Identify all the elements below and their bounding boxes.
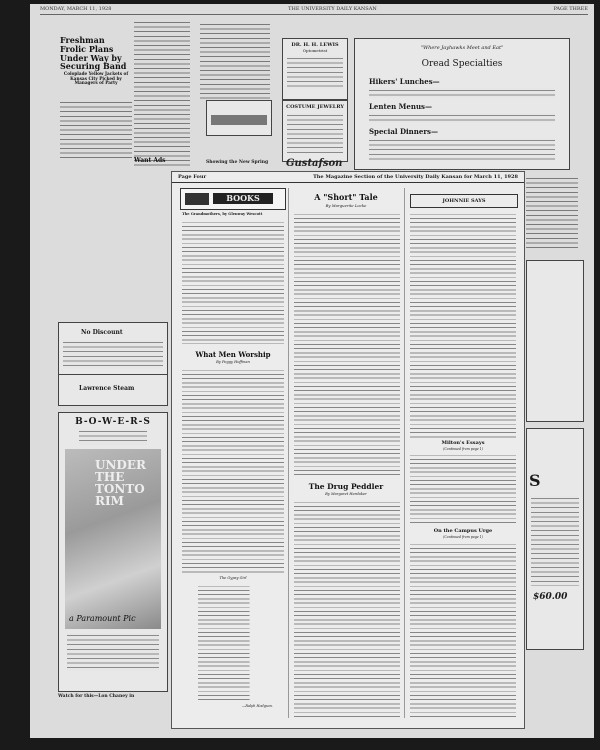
johnnie-says-box (410, 194, 518, 208)
oread-tagline: "Where Jayhawks Meet and Eat" (420, 45, 504, 51)
drug-peddler-text (294, 500, 400, 718)
drug-peddler-title: The Drug Peddler (308, 482, 384, 491)
poem-author: —Ralph Hodgson. (242, 704, 273, 708)
jewelry-text (287, 113, 343, 153)
back-column-2 (134, 20, 190, 168)
milton-title: Milton's Essays (441, 440, 485, 446)
men-worship-title: What Men Worship (195, 350, 271, 359)
magazine-header-text: The Magazine Section of the University Daily Kansan for March 11, 1928 (313, 174, 518, 180)
milton-continued: (Continued from page 1) (443, 447, 483, 451)
want-ads: Want Ads (134, 157, 166, 164)
milton-text (410, 453, 516, 525)
johnnie-says-text (410, 212, 516, 438)
bowers-title: B-O-W-E-R-S (75, 417, 151, 427)
drug-peddler-author: By Margaret Hardaker (325, 492, 367, 496)
gustafson-logo: Gustafson (286, 158, 343, 169)
costume-jewelry: COSTUME JEWELRY (286, 104, 344, 110)
special-dinners: Special Dinners— (369, 127, 438, 136)
men-worship-text (182, 368, 284, 574)
paramount-label: a Paramount Pic (69, 614, 136, 623)
back-page-number: PAGE THREE (553, 6, 588, 12)
right-column-text (526, 176, 578, 248)
campus-text (410, 542, 516, 718)
optometrist-name: DR. H. H. LEWIS (291, 42, 339, 48)
magazine-header (172, 174, 524, 183)
optometrist-text (287, 56, 343, 90)
books-banner (180, 188, 286, 210)
price-label: $60.00 (533, 592, 568, 602)
hikers-text (369, 88, 555, 98)
no-discount-text (63, 340, 163, 368)
right-ad-letter: S (529, 471, 541, 490)
back-column-1 (60, 100, 132, 160)
men-worship-author: By Peggy Hoffman (216, 360, 250, 364)
lawrence-ad (58, 374, 168, 406)
page-label: Page Four (178, 174, 207, 180)
short-tale-text (294, 212, 400, 476)
no-discount: No Discount (81, 329, 123, 336)
short-tale-author: By Marguerite Locke (325, 203, 367, 208)
special-text (369, 138, 555, 160)
jewelry-ad (282, 100, 348, 162)
movie-title: UNDER THE TONTO RIM (95, 458, 146, 508)
campus-continued: (Continued from page 1) (443, 535, 483, 539)
back-page-header (40, 6, 588, 15)
ad-box-dark-banner (211, 115, 267, 125)
back-masthead: THE UNIVERSITY DAILY KANSAN (288, 6, 377, 12)
books-label: BOOKS (213, 193, 273, 204)
oread-title: Oread Specialties (421, 59, 503, 69)
movie-poster-image (65, 449, 161, 629)
column-divider-2 (404, 188, 405, 718)
campus-title: On the Campus Urge (433, 528, 493, 534)
back-headline: Freshman Frolic Plans Under Way by Securing Band (60, 35, 127, 72)
lawrence-steam: Lawrence Steam (79, 385, 135, 392)
oread-ad (354, 38, 570, 170)
poem-text (198, 584, 284, 702)
lenten-text (369, 113, 555, 123)
right-lower-ad (526, 428, 584, 650)
hikers-lunches: Hikers' Lunches— (369, 77, 440, 86)
back-date: MONDAY, MARCH 11, 1928 (40, 6, 112, 12)
johnnie-says: JOHNNIE SAYS (442, 198, 486, 204)
right-ad-text (531, 496, 579, 586)
short-tale-title: A "Short" Tale (314, 192, 378, 202)
classified-column (200, 22, 270, 100)
review-text (182, 220, 284, 344)
bowers-dates (79, 429, 147, 445)
showing-spring: Showing the New Spring (206, 160, 269, 165)
magazine-page (172, 172, 524, 728)
optometrist-title: Optometrist (302, 48, 328, 53)
bowers-text (67, 633, 159, 671)
no-discount-ad (58, 322, 168, 376)
gypsy-girl-title: The Gypsy Girl (219, 576, 247, 580)
optometrist-ad (282, 38, 348, 100)
column-divider-1 (288, 188, 289, 718)
books-icon (185, 193, 209, 205)
back-subhead: Coloplade Yellow Jackets of Kansas City Picked by Managers of Party (63, 71, 129, 86)
lenten-menus: Lenten Menus— (369, 102, 432, 111)
watch-for-this: Watch for this—Lon Chaney in (58, 694, 135, 699)
right-border-ad (526, 260, 584, 422)
ad-box-small (206, 100, 272, 136)
review-title: The Grandmothers, by Glenway Wescott (182, 212, 263, 216)
bowers-ad (58, 412, 168, 692)
